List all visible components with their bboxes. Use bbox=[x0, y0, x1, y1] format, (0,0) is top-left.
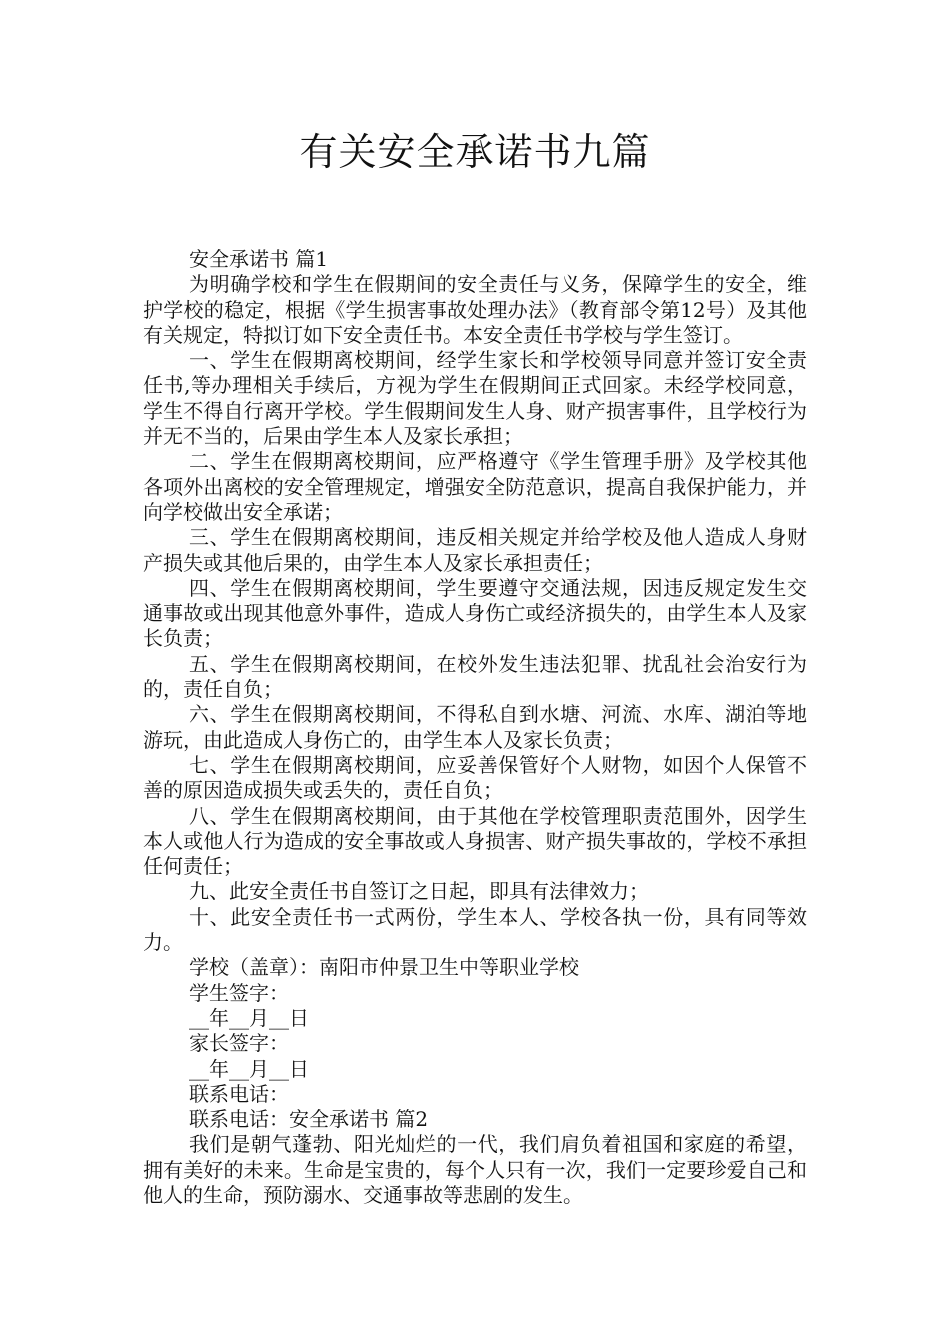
paragraph: 为明确学校和学生在假期间的安全责任与义务，保障学生的安全，维护学校的稳定，根据《学生损害事故处理办法》（教育部令第12号）及其他有关规定，特拟订如下安全责任书。本安全责任书学校与学生签订。 bbox=[143, 272, 807, 347]
document-body bbox=[143, 247, 807, 1208]
student-signature-line: 学生签字： bbox=[189, 980, 289, 1005]
section-heading: 安全承诺书 篇1 bbox=[189, 247, 329, 271]
paragraph: 七、学生在假期离校期间，应妥善保管好个人财物，如因个人保管不善的原因造成损失或丢失的，责任自负； bbox=[143, 752, 807, 803]
paragraph: 一、学生在假期离校期间，经学生家长和学校领导同意并签订安全责任书,等办理相关手续后，方视为学生在假期间正式回家。未经学校同意，学生不得自行离开学校。学生假期间发生人身、财产损害事件，且学校行为并无不当的，后果由学生本人及家长承担； bbox=[143, 348, 807, 449]
date-line: __年__月__日 bbox=[189, 1056, 309, 1081]
parent-signature-line: 家长签字： bbox=[189, 1031, 289, 1056]
paragraph: 我们是朝气蓬勃、阳光灿烂的一代，我们肩负着祖国和家庭的希望，拥有美好的未来。生命是宝贵的，每个人只有一次，我们一定要珍爱自己和他人的生命，预防溺水、交通事故等悲剧的发生。 bbox=[143, 1132, 807, 1207]
date-line: __年__月__日 bbox=[189, 1005, 309, 1030]
school-seal-line: 学校（盖章）：南阳市仲景卫生中等职业学校 bbox=[189, 955, 579, 980]
paragraph: 三、学生在假期离校期间，违反相关规定并给学校及他人造成人身财产损失或其他后果的，由学生本人及家长承担责任； bbox=[143, 525, 807, 575]
paragraph: 二、学生在假期离校期间，应严格遵守《学生管理手册》及学校其他各项外出离校的安全管理规定，增强安全防范意识，提高自我保护能力，并向学校做出安全承诺； bbox=[143, 449, 807, 524]
paragraph: 四、学生在假期离校期间，学生要遵守交通法规，因违反规定发生交通事故或出现其他意外事件，造成人身伤亡或经济损失的，由学生本人及家长负责； bbox=[143, 575, 807, 651]
paragraph: 五、学生在假期离校期间，在校外发生违法犯罪、扰乱社会治安行为的，责任自负； bbox=[143, 651, 807, 702]
paragraph: 九、此安全责任书自签订之日起，即具有法律效力； bbox=[189, 879, 649, 904]
paragraph: 六、学生在假期离校期间，不得私自到水塘、河流、水库、湖泊等地游玩，由此造成人身伤亡的，由学生本人及家长负责； bbox=[143, 702, 807, 752]
phone-line: 联系电话： bbox=[189, 1081, 289, 1106]
section-heading: 联系电话：安全承诺书 篇2 bbox=[189, 1107, 429, 1132]
paragraph: 八、学生在假期离校期间，由于其他在学校管理职责范围外，因学生本人或他人行为造成的安全事故或人身损害、财产损失事故的，学校不承担任何责任； bbox=[143, 803, 807, 879]
document-title: 有关安全承诺书九篇 bbox=[299, 130, 651, 174]
paragraph: 十、此安全责任书一式两份，学生本人、学校各执一份，具有同等效力。 bbox=[143, 904, 807, 955]
